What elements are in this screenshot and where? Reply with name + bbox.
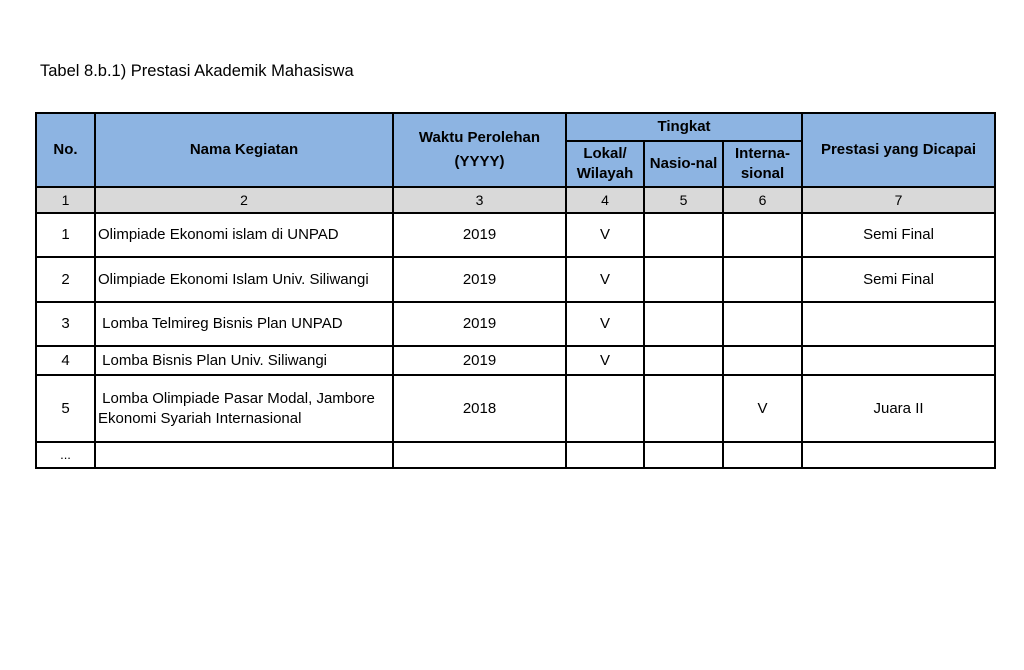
cell-waktu: 2018 bbox=[393, 375, 566, 442]
cell-internasional bbox=[723, 442, 802, 468]
cell-nama: Lomba Olimpiade Pasar Modal, Jambore Ekonomi Syariah Internasional bbox=[95, 375, 393, 442]
column-number: 4 bbox=[566, 187, 644, 213]
header-waktu-perolehan bbox=[393, 113, 566, 187]
header-lokal bbox=[566, 141, 644, 187]
cell-lokal: V bbox=[566, 213, 644, 257]
header-waktu-line1: Waktu Perolehan bbox=[418, 129, 541, 146]
cell-waktu: 2019 bbox=[393, 302, 566, 346]
table-caption: Tabel 8.b.1) Prestasi Akademik Mahasiswa bbox=[40, 62, 354, 80]
cell-prestasi: Semi Final bbox=[802, 257, 995, 302]
cell-nasional bbox=[644, 213, 723, 257]
cell-waktu: 2019 bbox=[393, 257, 566, 302]
cell-internasional bbox=[723, 257, 802, 302]
cell-no: 2 bbox=[36, 257, 95, 302]
table-row bbox=[36, 375, 995, 442]
achievement-table bbox=[35, 112, 996, 469]
cell-nasional bbox=[644, 346, 723, 375]
column-number: 2 bbox=[95, 187, 393, 213]
cell-waktu: 2019 bbox=[393, 213, 566, 257]
cell-nasional bbox=[644, 442, 723, 468]
table-row bbox=[36, 346, 995, 375]
column-number: 7 bbox=[802, 187, 995, 213]
cell-internasional bbox=[723, 346, 802, 375]
cell-nama: Olimpiade Ekonomi islam di UNPAD bbox=[95, 213, 393, 257]
column-number: 6 bbox=[723, 187, 802, 213]
cell-prestasi bbox=[802, 442, 995, 468]
table-row bbox=[36, 257, 995, 302]
table-row bbox=[36, 442, 995, 468]
cell-nama: Lomba Bisnis Plan Univ. Siliwangi bbox=[95, 346, 393, 375]
cell-lokal: V bbox=[566, 346, 644, 375]
cell-lokal: V bbox=[566, 257, 644, 302]
cell-internasional bbox=[723, 213, 802, 257]
cell-prestasi bbox=[802, 346, 995, 375]
header-nasional: Nasio-nal bbox=[644, 141, 723, 187]
cell-waktu: 2019 bbox=[393, 346, 566, 375]
column-number: 3 bbox=[393, 187, 566, 213]
cell-no: 3 bbox=[36, 302, 95, 346]
cell-no: 4 bbox=[36, 346, 95, 375]
cell-prestasi: Juara II bbox=[802, 375, 995, 442]
column-number: 1 bbox=[36, 187, 95, 213]
header-lokal-line1: Lokal/ bbox=[583, 145, 627, 162]
header-inter-line1: Interna- bbox=[735, 145, 791, 162]
header-tingkat: Tingkat bbox=[566, 113, 802, 141]
column-number-row bbox=[36, 187, 995, 213]
cell-nasional bbox=[644, 375, 723, 442]
table-row bbox=[36, 213, 995, 257]
cell-prestasi: Semi Final bbox=[802, 213, 995, 257]
cell-internasional: V bbox=[723, 375, 802, 442]
cell-nama: Lomba Telmireg Bisnis Plan UNPAD bbox=[95, 302, 393, 346]
cell-no: ... bbox=[36, 442, 95, 468]
header-internasional bbox=[723, 141, 802, 187]
cell-no: 5 bbox=[36, 375, 95, 442]
cell-nasional bbox=[644, 257, 723, 302]
header-lokal-line2: Wilayah bbox=[576, 165, 634, 182]
table-row bbox=[36, 302, 995, 346]
header-waktu-line2: (YYYY) bbox=[454, 153, 505, 170]
header-nama-kegiatan: Nama Kegiatan bbox=[95, 113, 393, 187]
cell-lokal bbox=[566, 375, 644, 442]
cell-internasional bbox=[723, 302, 802, 346]
cell-nama bbox=[95, 442, 393, 468]
header-inter-line2: sional bbox=[740, 165, 785, 182]
cell-lokal bbox=[566, 442, 644, 468]
header-no: No. bbox=[36, 113, 95, 187]
cell-waktu bbox=[393, 442, 566, 468]
header-prestasi: Prestasi yang Dicapai bbox=[802, 113, 995, 187]
cell-no: 1 bbox=[36, 213, 95, 257]
cell-lokal: V bbox=[566, 302, 644, 346]
cell-nama: Olimpiade Ekonomi Islam Univ. Siliwangi bbox=[95, 257, 393, 302]
cell-prestasi bbox=[802, 302, 995, 346]
column-number: 5 bbox=[644, 187, 723, 213]
cell-nasional bbox=[644, 302, 723, 346]
